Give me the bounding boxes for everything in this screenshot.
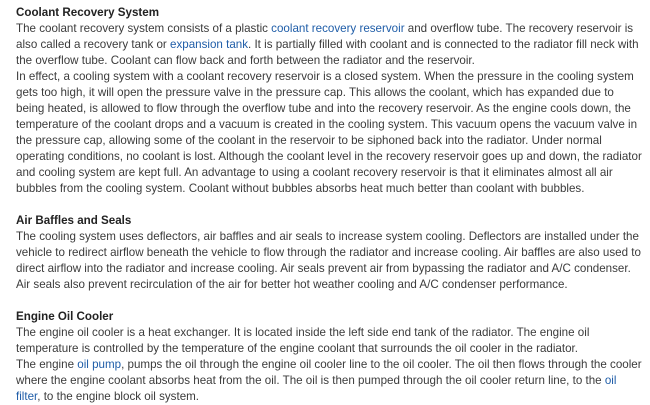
section-heading: Engine Oil Cooler: [16, 310, 114, 323]
paragraph: The engine oil cooler is a heat exchanger. It is located inside the left side end tank of the radiator. The engine oil temperature is controlled by the temperature of the engine coolant that surrounds the oil cooler in the radiator.: [16, 326, 590, 355]
paragraph: [16, 357, 642, 405]
text-run: . It is partially filled with coolant and is connected to the radiator fill neck with the overflow tube. Coolant can flow back and forth between the radiator and the reservoir.: [16, 38, 639, 67]
text-run: , pumps the oil through the engine oil cooler line to the oil cooler. The oil then flows through the cooler where the engine coolant absorbs heat from the oil. The oil is then pumped through the oil cooler return line, to the: [16, 358, 642, 387]
paragraph: [16, 21, 642, 69]
section-engine-oil-cooler: [16, 309, 642, 405]
link-oil-pump[interactable]: oil pump: [77, 358, 122, 371]
section-spacer: [16, 293, 642, 309]
link-coolant-recovery-reservoir[interactable]: coolant recovery reservoir: [271, 22, 405, 35]
section-coolant-recovery-system: [16, 5, 642, 197]
text-run: The engine: [16, 358, 78, 371]
paragraph: The cooling system uses deflectors, air baffles and air seals to increase system cooling. Deflectors are installed under the vehicle to redirect airflow beneath the vehicle to flow through the radiator and increase cooling. Air baffles are also used to direct airflow into the radiator and increase cooling. Air seals prevent air from bypassing the radiator and A/C condenser. Air seals also prevent recirculation of the air for better hot weather cooling and A/C condenser performance.: [16, 230, 641, 291]
section-spacer: [16, 197, 642, 213]
text-run: The coolant recovery system consists of a plastic: [16, 22, 272, 35]
section-heading: Coolant Recovery System: [16, 6, 160, 19]
text-run: and overflow tube. The recovery reservoir is also called a recovery tank or: [16, 22, 634, 51]
text-run: , to the engine block oil system.: [37, 390, 200, 403]
link-expansion-tank[interactable]: expansion tank: [170, 38, 249, 51]
section-heading: Air Baffles and Seals: [16, 214, 132, 227]
section-air-baffles-and-seals: [16, 213, 642, 293]
link-oil-filter[interactable]: oil filter: [16, 374, 617, 403]
paragraph: In effect, a cooling system with a coolant recovery reservoir is a closed system. When the pressure in the cooling system gets too high, it will open the pressure valve in the pressure cap. This allows the coolant, which has expanded due to being heated, is allowed to flow through the overflow tube and into the recovery reservoir. As the engine cools down, the temperature of the coolant drops and a vacuum is created in the cooling system. This vacuum opens the vacuum valve in the pressure cap, allowing some of the coolant in the reservoir to be siphoned back into the radiator. Under normal operating conditions, no coolant is lost. Although the coolant level in the recovery reservoir goes up and down, the radiator and cooling system are kept full. An advantage to using a coolant recovery reservoir is that it eliminates almost all air bubbles from the cooling system. Coolant without bubbles absorbs heat much better than coolant with bubbles.: [16, 70, 642, 195]
